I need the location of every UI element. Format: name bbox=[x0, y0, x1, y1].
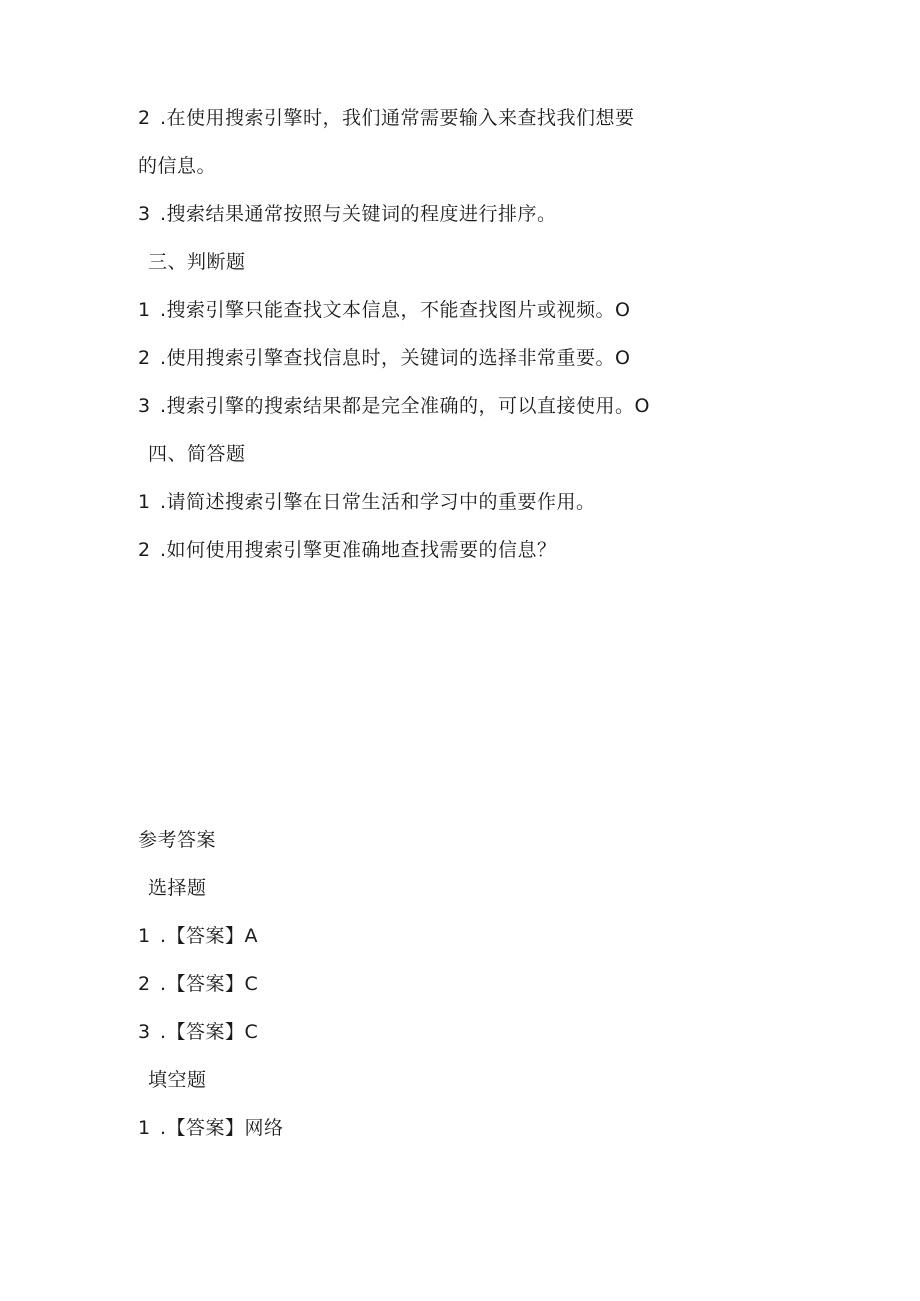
section-heading-short-answer: 四、简答题 bbox=[148, 443, 246, 465]
fill-question-3 bbox=[138, 202, 557, 226]
question-number: 1 bbox=[138, 491, 151, 513]
answer-number: 2 bbox=[138, 973, 151, 995]
question-text: .使用搜索引擎查找信息时，关键词的选择非常重要。O bbox=[160, 347, 631, 369]
answer-text: .【答案】C bbox=[160, 973, 259, 995]
question-number: 3 bbox=[138, 203, 151, 225]
answers-choice-heading: 选择题 bbox=[148, 877, 207, 899]
answer-text: .【答案】A bbox=[160, 925, 259, 947]
answer-fill-1 bbox=[138, 1116, 284, 1140]
section-heading-true-false: 三、判断题 bbox=[148, 251, 246, 273]
answers-fill-heading: 填空题 bbox=[148, 1069, 207, 1091]
answer-choice-1 bbox=[138, 924, 258, 948]
tf-question-3 bbox=[138, 394, 650, 418]
question-number: 1 bbox=[138, 299, 151, 321]
answer-number: 1 bbox=[138, 1117, 151, 1139]
sa-question-1 bbox=[138, 490, 596, 514]
question-text: .请简述搜索引擎在日常生活和学习中的重要作用。 bbox=[160, 491, 596, 513]
question-number: 2 bbox=[138, 347, 151, 369]
fill-question-2-line-1 bbox=[138, 106, 635, 130]
answer-text: .【答案】C bbox=[160, 1021, 259, 1043]
answers-title: 参考答案 bbox=[138, 829, 217, 851]
question-text: .在使用搜索引擎时，我们通常需要输入来查找我们想要 bbox=[160, 107, 635, 129]
question-text: .搜索引擎只能查找文本信息，不能查找图片或视频。O bbox=[160, 299, 631, 321]
question-number: 3 bbox=[138, 395, 151, 417]
question-number: 2 bbox=[138, 107, 151, 129]
answer-number: 1 bbox=[138, 925, 151, 947]
answer-choice-2 bbox=[138, 972, 258, 996]
answer-number: 3 bbox=[138, 1021, 151, 1043]
question-text: .搜索结果通常按照与关键词的程度进行排序。 bbox=[160, 203, 557, 225]
question-text: .搜索引擎的搜索结果都是完全准确的，可以直接使用。O bbox=[160, 395, 650, 417]
fill-question-2-line-2: 的信息。 bbox=[138, 155, 217, 177]
sa-question-2 bbox=[138, 538, 557, 562]
answer-text: .【答案】网络 bbox=[160, 1117, 284, 1139]
question-text: .如何使用搜索引擎更准确地查找需要的信息？ bbox=[160, 539, 557, 561]
answer-choice-3 bbox=[138, 1020, 258, 1044]
question-number: 2 bbox=[138, 539, 151, 561]
tf-question-2 bbox=[138, 346, 631, 370]
tf-question-1 bbox=[138, 298, 631, 322]
